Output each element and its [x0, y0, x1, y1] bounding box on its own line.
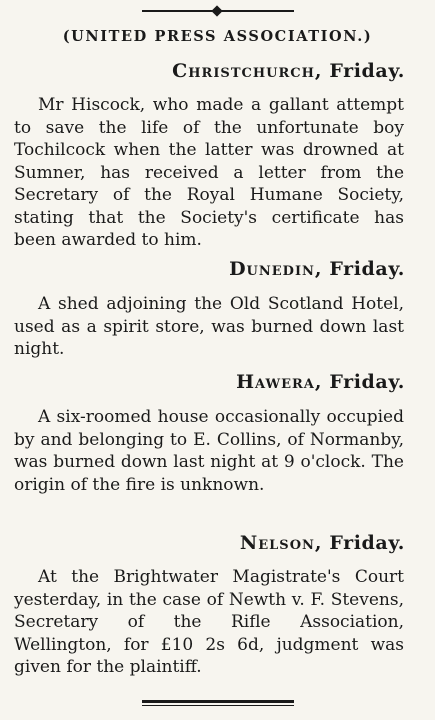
dateline-day: Friday.	[329, 371, 405, 393]
dateline-separator: ,	[314, 258, 330, 280]
article-paragraph-nelson: At the Brightwater Magistrate's Court yesterday, in the case of Newth v. F. Stevens, Secretary of the Rifle Association, Wellington, for £10 2s 6d, judgment was given for the plaintiff.	[14, 567, 404, 677]
dateline-dunedin	[229, 258, 405, 280]
source-heading: (UNITED PRESS ASSOCIATION.)	[62, 28, 373, 45]
top-ornamental-rule	[142, 6, 294, 16]
dateline-separator: ,	[314, 60, 330, 82]
rule-line	[142, 705, 294, 707]
dateline-christchurch	[172, 60, 405, 82]
dateline-day: Friday.	[329, 532, 405, 554]
diamond-ornament	[211, 5, 222, 16]
dateline-nelson	[240, 532, 405, 554]
article-paragraph-christchurch: Mr Hiscock, who made a gallant attempt to save the life of the unfortunate boy Tochilcock when the latter was drowned at Sumner, has received a letter from the Secretary of the Royal Humane Society, stating that the Society's certificate has been awarded to him.	[14, 95, 404, 250]
dateline-place: Dunedin	[229, 258, 315, 280]
dateline-separator: ,	[314, 371, 330, 393]
dateline-separator: ,	[314, 532, 330, 554]
article-paragraph-dunedin: A shed adjoining the Old Scotland Hotel, used as a spirit store, was burned down last night.	[14, 294, 404, 359]
article-paragraph-hawera: A six-roomed house occasionally occupied by and belonging to E. Collins, of Normanby, was burned down last night at 9 o'clock. The origin of the fire is unknown.	[14, 407, 404, 495]
dateline-day: Friday.	[329, 60, 405, 82]
rule-line	[142, 700, 294, 703]
dateline-place: Christchurch	[172, 60, 315, 82]
bottom-double-rule	[142, 700, 294, 707]
dateline-hawera	[236, 371, 405, 393]
dateline-day: Friday.	[329, 258, 405, 280]
dateline-place: Hawera	[236, 371, 315, 393]
dateline-place: Nelson	[239, 532, 315, 554]
